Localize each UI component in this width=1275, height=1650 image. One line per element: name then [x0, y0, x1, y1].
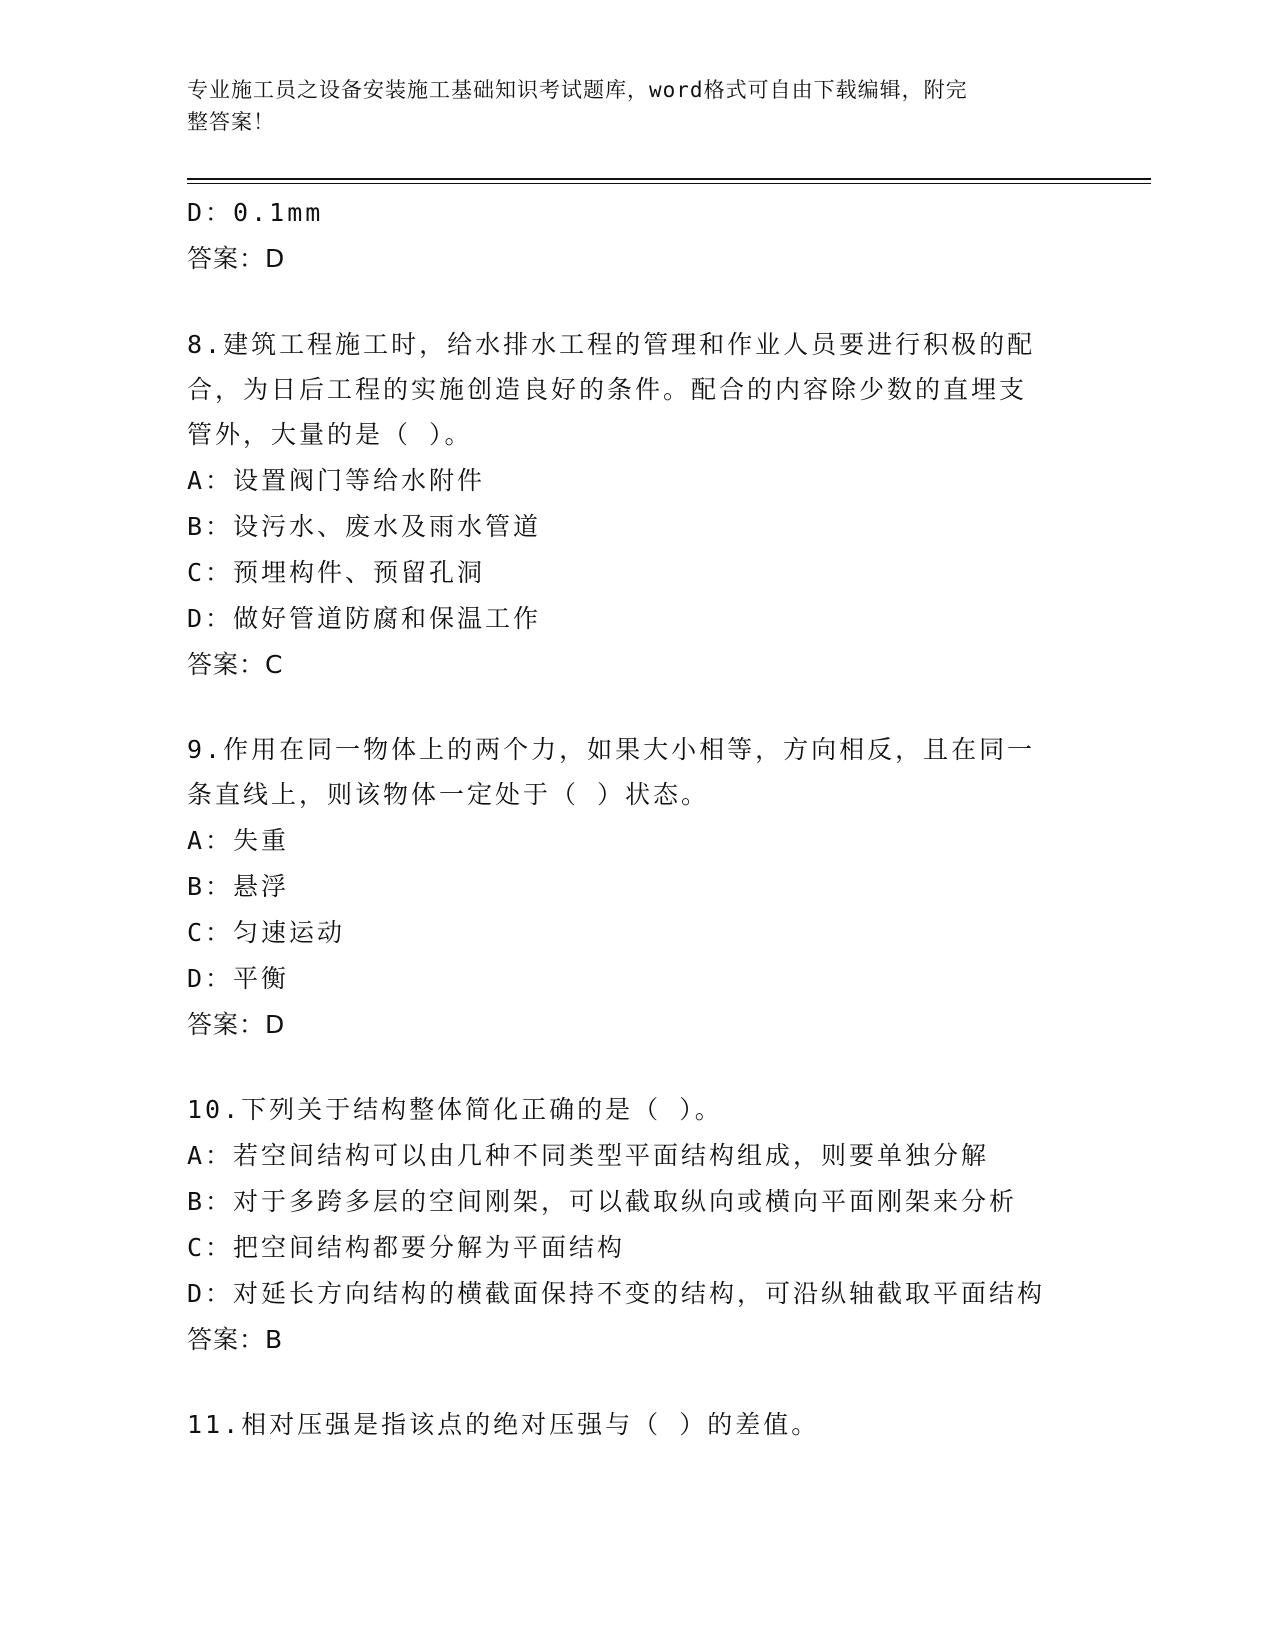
option-d: D：对延长方向结构的横截面保持不变的结构，可沿纵轴截取平面结构	[187, 1279, 1046, 1308]
spacer	[187, 688, 1087, 727]
option-c: C：匀速运动	[187, 918, 346, 947]
option-c: C：把空间结构都要分解为平面结构	[187, 1233, 626, 1262]
header-line-1: 专业施工员之设备安装施工基础知识考试题库，word格式可自由下载编辑，附完	[187, 78, 968, 102]
header-rule-thin	[187, 183, 1151, 184]
question-11	[187, 1402, 1087, 1448]
option-d: D：做好管道防腐和保温工作	[187, 604, 542, 633]
question-text-line: 条直线上，则该物体一定处于（ ）状态。	[187, 780, 710, 809]
spacer	[187, 1048, 1087, 1087]
page-header	[187, 74, 1067, 138]
spacer	[187, 282, 1087, 322]
spacer	[187, 1363, 1087, 1402]
answer-line: 答案：D	[187, 244, 286, 273]
option-b: B：设污水、废水及雨水管道	[187, 512, 542, 541]
header-rule-thick	[187, 178, 1151, 180]
question-text-line: 管外，大量的是（ ）。	[187, 420, 473, 449]
option-b: B：悬浮	[187, 872, 290, 901]
question-text-line: 11.相对压强是指该点的绝对压强与（ ）的差值。	[187, 1410, 820, 1439]
answer-line: 答案：C	[187, 650, 284, 679]
question-9	[187, 727, 1087, 1048]
answer-line: 答案：D	[187, 1010, 286, 1039]
header-line-2: 整答案！	[187, 110, 275, 134]
option-a: A：设置阀门等给水附件	[187, 466, 486, 495]
question-8	[187, 322, 1087, 688]
option-d: D：平衡	[187, 964, 290, 993]
option-d: D：0.1mm	[187, 198, 324, 227]
question-text-line: 10.下列关于结构整体简化正确的是（ ）。	[187, 1095, 723, 1124]
option-a: A：失重	[187, 826, 290, 855]
option-b: B：对于多跨多层的空间刚架，可以截取纵向或横向平面刚架来分析	[187, 1187, 1018, 1216]
previous-question-tail	[187, 190, 1087, 282]
answer-line: 答案：B	[187, 1325, 284, 1354]
question-content	[187, 190, 1087, 1448]
question-text-line: 9.作用在同一物体上的两个力，如果大小相等，方向相反，且在同一	[187, 735, 1036, 764]
question-text-line: 合，为日后工程的实施创造良好的条件。配合的内容除少数的直埋支	[187, 375, 1028, 404]
question-text-line: 8.建筑工程施工时，给水排水工程的管理和作业人员要进行积极的配	[187, 330, 1036, 359]
option-c: C：预埋构件、预留孔洞	[187, 558, 486, 587]
option-a: A：若空间结构可以由几种不同类型平面结构组成，则要单独分解	[187, 1141, 990, 1170]
question-10	[187, 1087, 1087, 1363]
